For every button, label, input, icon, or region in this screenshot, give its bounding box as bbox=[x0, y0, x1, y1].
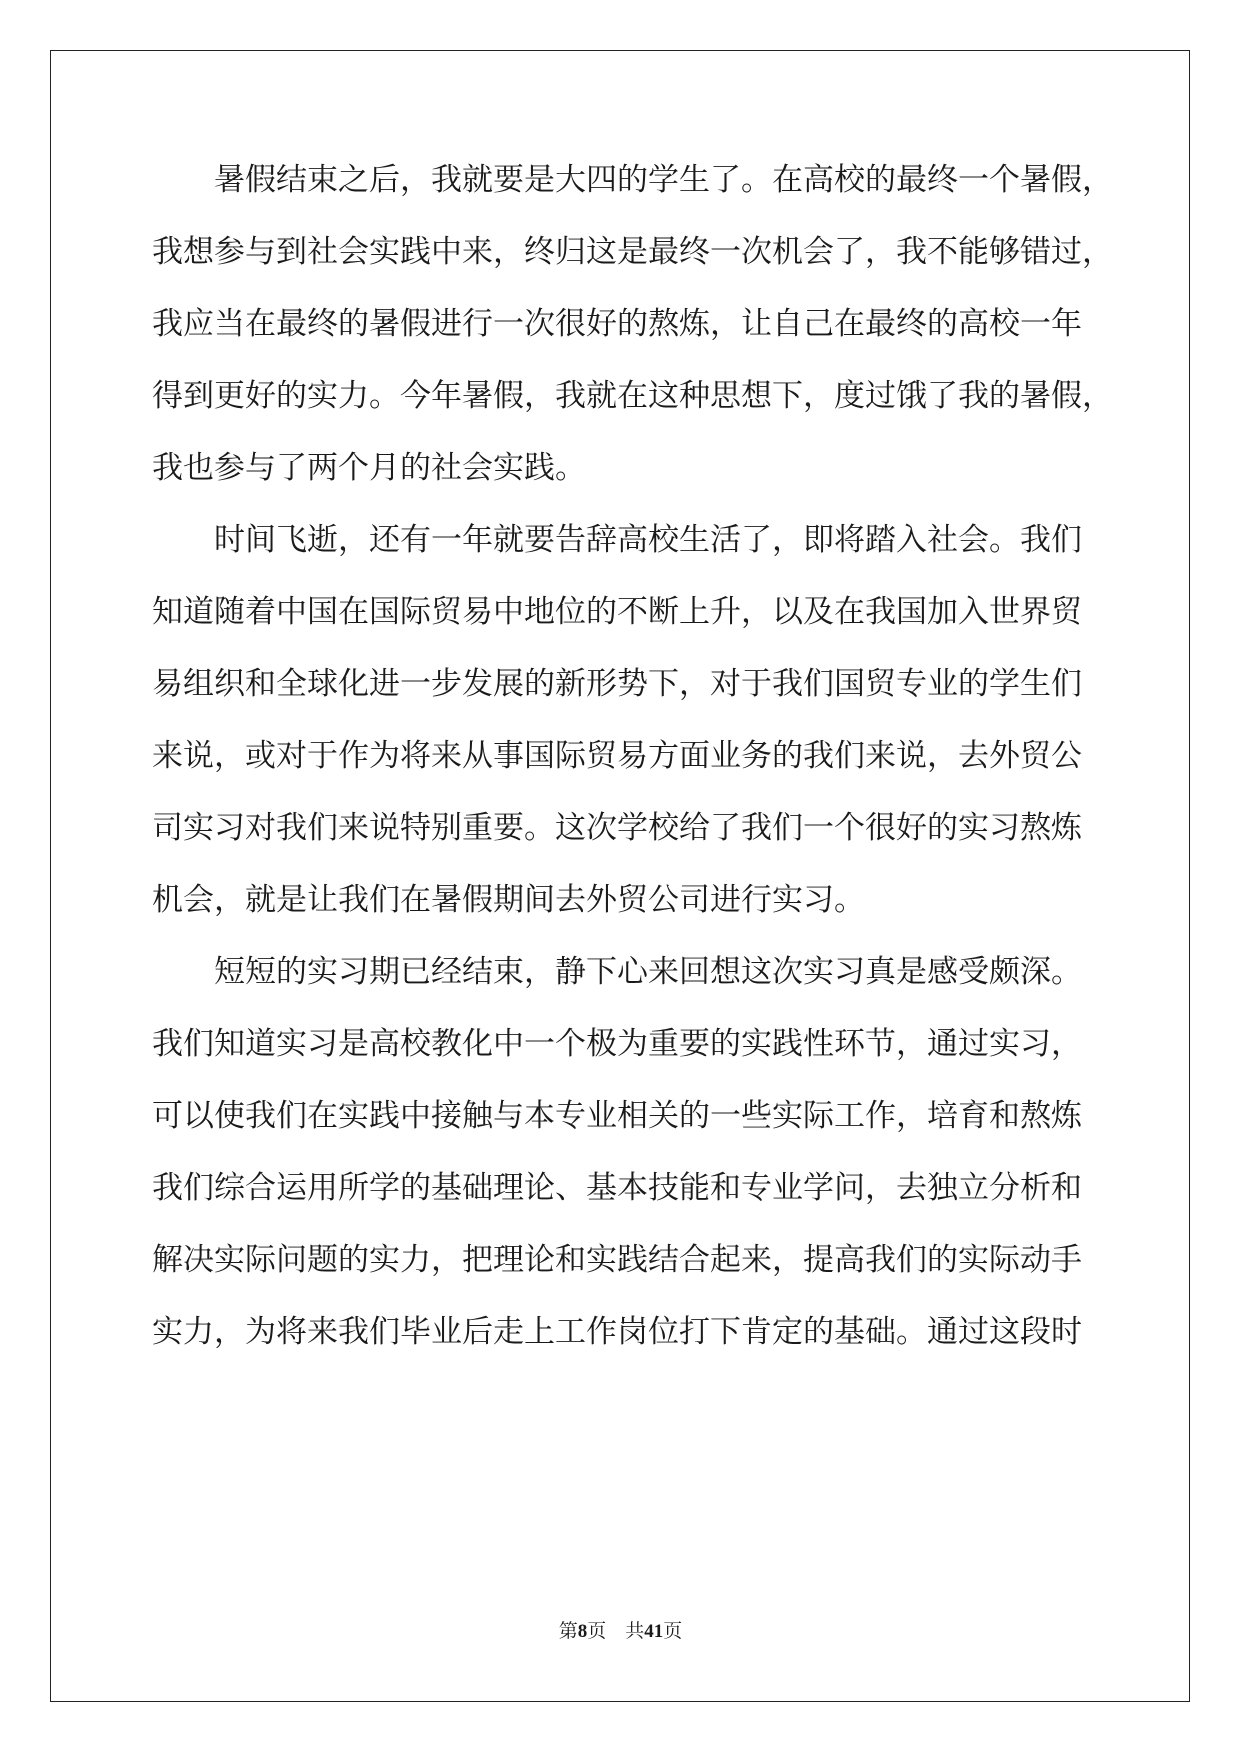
text-line: 我也参与了两个月的社会实践。 bbox=[152, 450, 586, 486]
text-line: 短短的实习期已经结束，静下心来回想这次实习真是感受颇深。 bbox=[152, 954, 1082, 990]
text-line: 得到更好的实力。今年暑假，我就在这种思想下，度过饿了我的暑假， bbox=[152, 378, 1113, 414]
text-line: 来说，或对于作为将来从事国际贸易方面业务的我们来说，去外贸公 bbox=[152, 738, 1082, 774]
text-line: 司实习对我们来说特别重要。这次学校给了我们一个很好的实习熬炼 bbox=[152, 810, 1082, 846]
page-suffix: 页 bbox=[587, 1621, 607, 1642]
text-line: 我想参与到社会实践中来，终归这是最终一次机会了，我不能够错过， bbox=[152, 234, 1113, 270]
page-border bbox=[50, 50, 1190, 1702]
text-line: 暑假结束之后，我就要是大四的学生了。在高校的最终一个暑假， bbox=[152, 162, 1113, 198]
page-footer bbox=[0, 1616, 1241, 1643]
text-line: 知道随着中国在国际贸易中地位的不断上升，以及在我国加入世界贸 bbox=[152, 594, 1082, 630]
total-pages: 41 bbox=[644, 1621, 664, 1642]
page-number: 8 bbox=[577, 1621, 588, 1642]
total-prefix: 共 bbox=[625, 1621, 645, 1642]
text-line: 机会，就是让我们在暑假期间去外贸公司进行实习。 bbox=[152, 882, 865, 918]
text-line: 易组织和全球化进一步发展的新形势下，对于我们国贸专业的学生们 bbox=[152, 666, 1082, 702]
total-suffix: 页 bbox=[663, 1621, 683, 1642]
page-prefix: 第 bbox=[558, 1621, 578, 1642]
text-line: 可以使我们在实践中接触与本专业相关的一些实际工作，培育和熬炼 bbox=[152, 1098, 1082, 1134]
text-line: 我们综合运用所学的基础理论、基本技能和专业学问，去独立分析和 bbox=[152, 1170, 1082, 1206]
text-line: 解决实际问题的实力，把理论和实践结合起来，提高我们的实际动手 bbox=[152, 1242, 1082, 1278]
text-line: 我应当在最终的暑假进行一次很好的熬炼，让自己在最终的高校一年 bbox=[152, 306, 1082, 342]
text-line: 时间飞逝，还有一年就要告辞高校生活了，即将踏入社会。我们 bbox=[152, 522, 1082, 558]
text-line: 我们知道实习是高校教化中一个极为重要的实践性环节，通过实习， bbox=[152, 1026, 1082, 1062]
text-line: 实力，为将来我们毕业后走上工作岗位打下肯定的基础。通过这段时 bbox=[152, 1314, 1082, 1350]
